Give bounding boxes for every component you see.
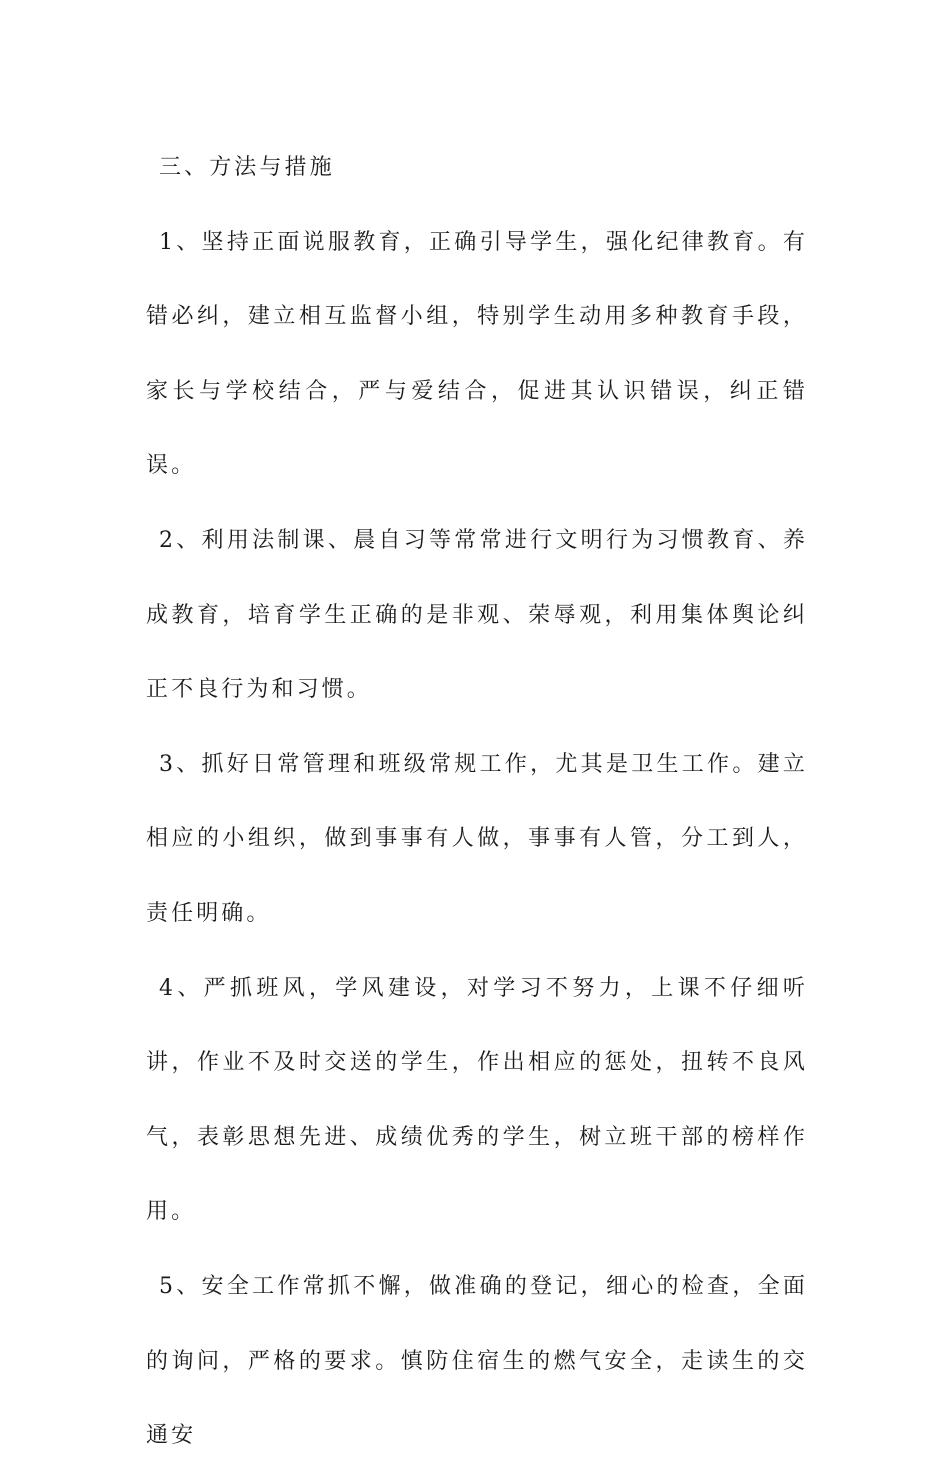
section-heading: 三、方法与措施: [159, 155, 335, 180]
paragraph-2: 2、利用法制课、晨自习等常常进行文明行为习惯教育、养成教育，培育学生正确的是非观、荣辱观，利用集体舆论纠正不良行为和习惯。: [146, 527, 808, 703]
paragraph-1: 1、坚持正面说服教育，正确引导学生，强化纪律教育。有错必纠，建立相互监督小组，特别学生动用多种教育手段，家长与学校结合，严与爱结合，促进其认识错误，纠正错误。: [146, 229, 808, 479]
paragraph-4: 4、严抓班风，学风建设，对学习不努力，上课不仔细听讲，作业不及时交送的学生，作出相应的惩处，扭转不良风气，表彰思想先进、成绩优秀的学生，树立班干部的榜样作用。: [146, 975, 808, 1225]
paragraph-5: 5、安全工作常抓不懈，做准确的登记，细心的检查，全面的询问，严格的要求。慎防住宿生的燃气安全，走读生的交通安: [146, 1273, 808, 1449]
paragraph-3: 3、抓好日常管理和班级常规工作，尤其是卫生工作。建立相应的小组织，做到事事有人做，事事有人管，分工到人，责任明确。: [146, 751, 808, 926]
document-body: [146, 131, 808, 1474]
